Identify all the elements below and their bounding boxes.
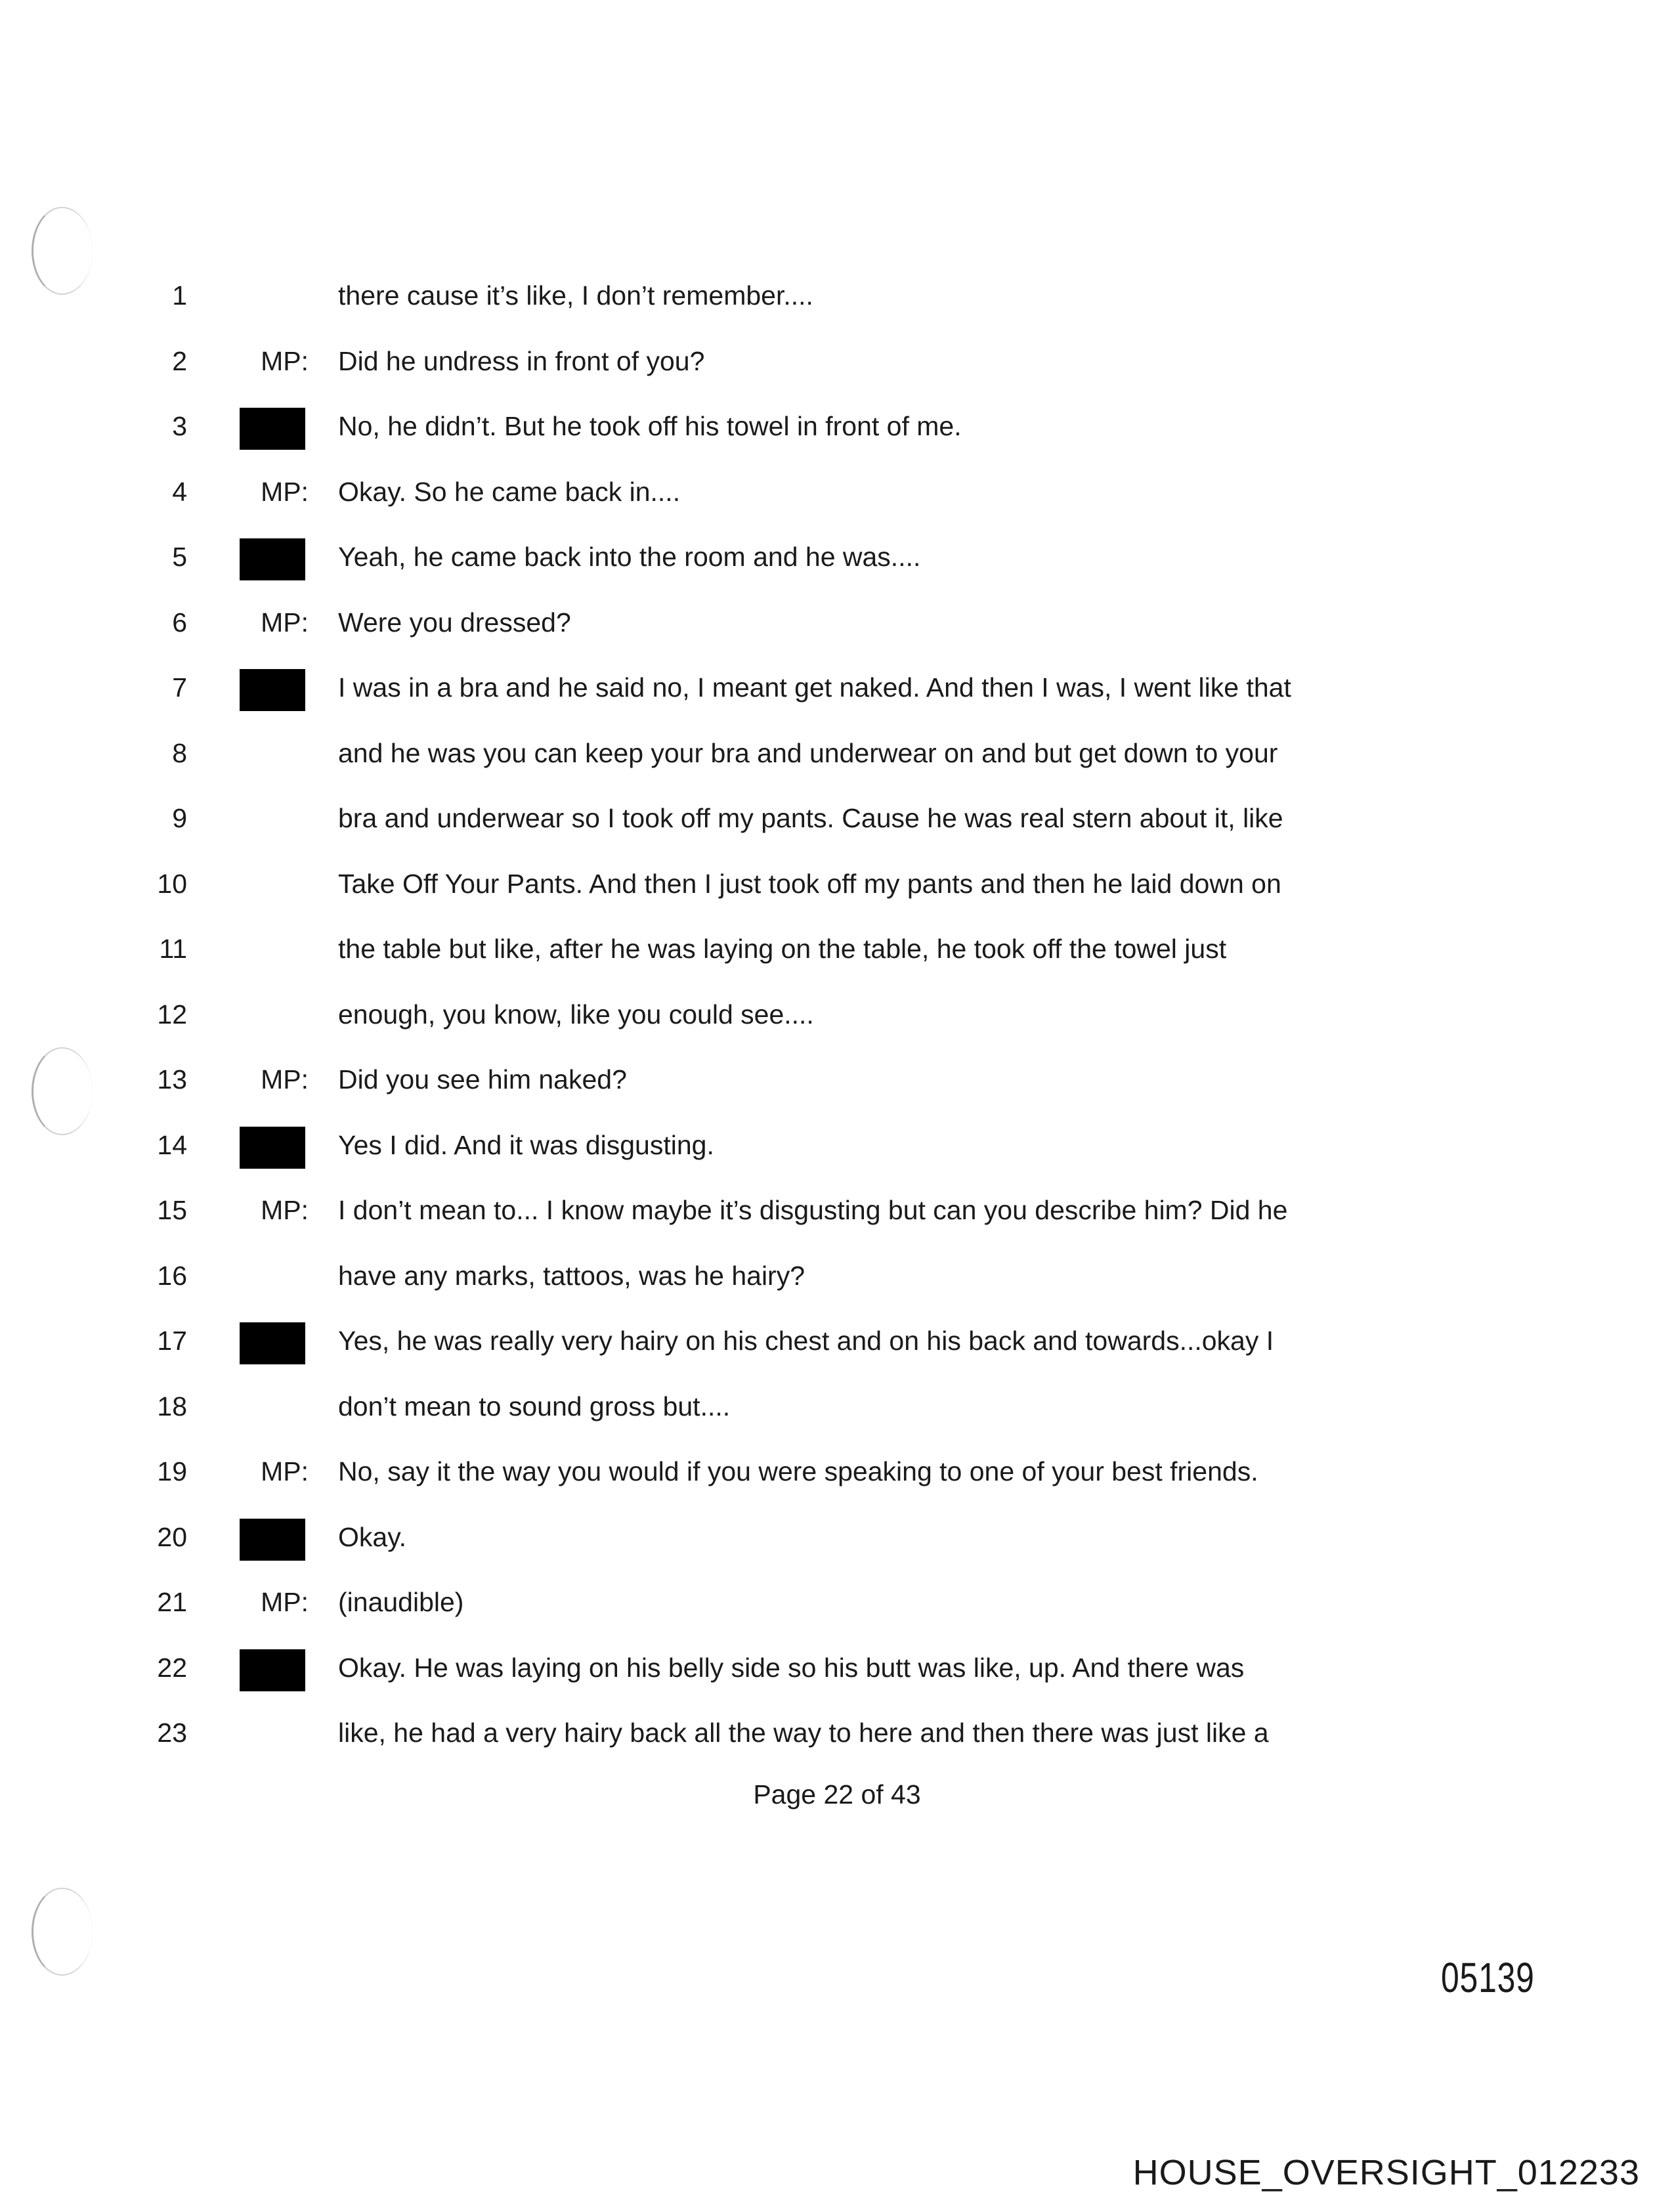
transcript-line bbox=[0, 406, 1674, 446]
line-number: 5 bbox=[172, 542, 187, 572]
transcript-line bbox=[0, 603, 1674, 642]
line-text: and he was you can keep your bra and underwear on and but get down to your bbox=[338, 738, 1278, 768]
line-number: 15 bbox=[157, 1195, 187, 1225]
bates-number-stamp: HOUSE_OVERSIGHT_012233 bbox=[1132, 2153, 1640, 2192]
transcript-line bbox=[0, 1713, 1674, 1752]
transcript-line bbox=[0, 341, 1674, 381]
line-text: Did you see him naked? bbox=[338, 1064, 627, 1095]
line-number: 19 bbox=[157, 1456, 187, 1486]
punch-hole-bottom bbox=[32, 1888, 93, 1976]
line-text: have any marks, tattoos, was he hairy? bbox=[338, 1261, 805, 1291]
transcript-line bbox=[0, 668, 1674, 707]
line-text: Okay. So he came back in.... bbox=[338, 477, 681, 507]
line-text: No, say it the way you would if you were speaking to one of your best friends. bbox=[338, 1456, 1258, 1486]
transcript-line bbox=[0, 929, 1674, 968]
line-text: No, he didn’t. But he took off his towel in front of me. bbox=[338, 411, 962, 441]
batch-number-stamp: 05139 bbox=[1441, 1954, 1535, 2001]
line-text: like, he had a very hairy back all the way to here and then there was just like a bbox=[338, 1718, 1269, 1748]
transcript-line bbox=[0, 733, 1674, 773]
speaker-label: MP: bbox=[261, 1064, 309, 1095]
speaker-label: MP: bbox=[261, 477, 309, 507]
speaker-label: MP: bbox=[261, 1587, 309, 1617]
line-number: 4 bbox=[172, 477, 187, 507]
line-text: (inaudible) bbox=[338, 1587, 464, 1617]
redacted-speaker-block bbox=[240, 1127, 305, 1169]
line-text: Okay. He was laying on his belly side so his butt was like, up. And there was bbox=[338, 1653, 1245, 1683]
line-number: 20 bbox=[157, 1522, 187, 1552]
line-text: I was in a bra and he said no, I meant get naked. And then I was, I went like that bbox=[338, 672, 1291, 703]
transcript-line bbox=[0, 1517, 1674, 1557]
speaker-label: MP: bbox=[261, 346, 309, 376]
line-text: Did he undress in front of you? bbox=[338, 346, 705, 376]
line-number: 23 bbox=[157, 1718, 187, 1748]
line-text: Yes, he was really very hairy on his chest and on his back and towards...okay I bbox=[338, 1326, 1274, 1356]
line-text: bra and underwear so I took off my pants. Cause he was real stern about it, like bbox=[338, 803, 1283, 833]
redacted-speaker-block bbox=[240, 538, 305, 580]
transcript-line bbox=[0, 1582, 1674, 1622]
line-number: 1 bbox=[172, 280, 187, 311]
line-number: 13 bbox=[157, 1064, 187, 1095]
speaker-label: MP: bbox=[261, 607, 309, 638]
transcript-line bbox=[0, 1321, 1674, 1360]
transcript-line bbox=[0, 995, 1674, 1034]
transcript-line bbox=[0, 1060, 1674, 1099]
line-number: 3 bbox=[172, 411, 187, 441]
speaker-label: MP: bbox=[261, 1456, 309, 1486]
line-text: Yes I did. And it was disgusting. bbox=[338, 1130, 714, 1160]
redacted-speaker-block bbox=[240, 1322, 305, 1364]
transcript-line bbox=[0, 864, 1674, 903]
line-text: Okay. bbox=[338, 1522, 407, 1552]
line-text: Yeah, he came back into the room and he was.... bbox=[338, 542, 921, 572]
line-text: the table but like, after he was laying on the table, he took off the towel just bbox=[338, 934, 1227, 964]
line-number: 2 bbox=[172, 346, 187, 376]
redacted-speaker-block bbox=[240, 669, 305, 711]
line-text: don’t mean to sound gross but.... bbox=[338, 1391, 731, 1421]
line-number: 14 bbox=[157, 1130, 187, 1160]
transcript-line bbox=[0, 1387, 1674, 1426]
line-text: there cause it’s like, I don’t remember.... bbox=[338, 280, 813, 311]
redacted-speaker-block bbox=[240, 1519, 305, 1561]
speaker-label: MP: bbox=[261, 1195, 309, 1225]
transcript-line bbox=[0, 1452, 1674, 1491]
transcript-line bbox=[0, 472, 1674, 511]
line-number: 16 bbox=[157, 1261, 187, 1291]
line-text: I don’t mean to... I know maybe it’s disgusting but can you describe him? Did he bbox=[338, 1195, 1288, 1225]
transcript-line bbox=[0, 798, 1674, 838]
line-number: 12 bbox=[157, 999, 187, 1030]
line-number: 8 bbox=[172, 738, 187, 768]
line-number: 11 bbox=[159, 934, 187, 964]
transcript-line bbox=[0, 1648, 1674, 1687]
line-number: 22 bbox=[157, 1653, 187, 1683]
line-number: 10 bbox=[157, 869, 187, 899]
transcript-line bbox=[0, 1190, 1674, 1230]
redacted-speaker-block bbox=[240, 1649, 305, 1691]
line-number: 21 bbox=[157, 1587, 187, 1617]
page-footer bbox=[0, 1779, 1674, 1810]
line-number: 17 bbox=[157, 1326, 187, 1356]
line-number: 7 bbox=[172, 672, 187, 703]
transcript-line bbox=[0, 276, 1674, 315]
transcript-line bbox=[0, 1256, 1674, 1295]
redacted-speaker-block bbox=[240, 408, 305, 450]
line-text: enough, you know, like you could see.... bbox=[338, 999, 814, 1030]
transcript-line bbox=[0, 537, 1674, 576]
line-text: Were you dressed? bbox=[338, 607, 571, 638]
page-number-label: Page 22 of 43 bbox=[753, 1779, 921, 1810]
line-text: Take Off Your Pants. And then I just took off my pants and then he laid down on bbox=[338, 869, 1281, 899]
line-number: 9 bbox=[172, 803, 187, 833]
line-number: 6 bbox=[172, 607, 187, 638]
line-number: 18 bbox=[157, 1391, 187, 1421]
transcript-line bbox=[0, 1125, 1674, 1165]
